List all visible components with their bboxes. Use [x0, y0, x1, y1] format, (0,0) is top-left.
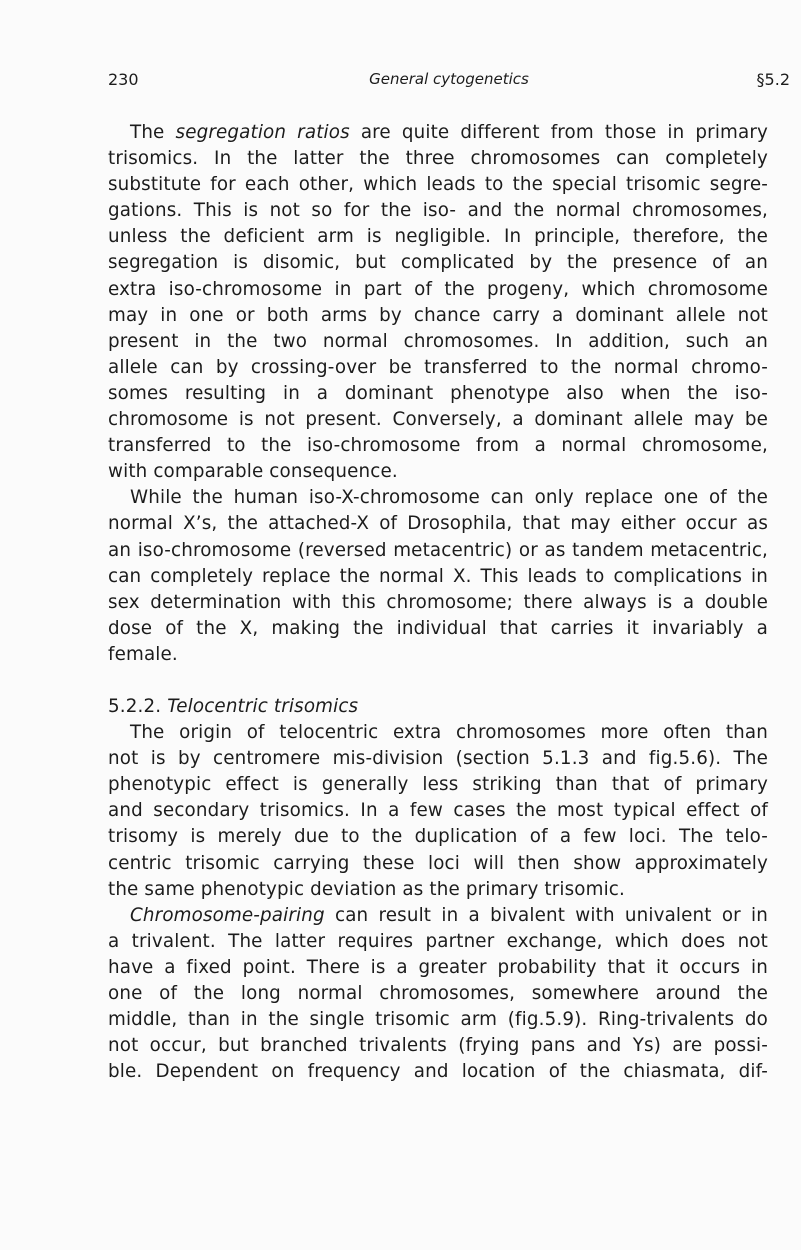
section-title: Telocentric trisomics — [167, 695, 359, 717]
paragraph-line: phenotypic effect is generally less striking than that of primary — [108, 774, 768, 796]
paragraph-line: substitute for each other, which leads to the special trisomic segre- — [108, 174, 768, 196]
paragraph-line: The segregation ratios are quite different from those in primary — [130, 122, 769, 143]
paragraph-line: one of the long normal chromosomes, somewhere around the — [108, 983, 768, 1004]
paragraph-line: may in one or both arms by chance carry a dominant allele not — [108, 304, 768, 326]
paragraph-line: not occur, but branched trivalents (frying pans and Ys) are possi- — [108, 1035, 768, 1057]
section-number: 5.2.2. — [108, 695, 162, 717]
running-title: General cytogenetics — [369, 70, 529, 88]
italic-term: Chromosome-pairing — [130, 904, 325, 926]
paragraph-line: not is by centromere mis-division (section 5.1.3 and fig.5.6). The — [108, 748, 768, 770]
running-head — [108, 70, 790, 94]
paragraph-line — [108, 903, 768, 929]
paragraph-line: transferred to the iso-chromosome from a normal chromosome, — [108, 435, 768, 457]
paragraph-line: present in the two normal chromosomes. In addition, such an — [108, 330, 768, 352]
paragraph-line: trisomics. In the latter the three chromosomes can completely — [108, 148, 768, 170]
paragraph-line: can completely replace the normal X. This leads to complications in — [108, 565, 768, 587]
paragraph-line: gations. This is not so for the iso- and the normal chromosomes, — [108, 200, 768, 222]
section-reference: §5.2 — [756, 70, 790, 89]
paragraph-line: allele can by crossing-over be transferred to the normal chromo- — [108, 356, 768, 378]
page-number: 230 — [108, 70, 139, 89]
paragraph-line: The origin of telocentric extra chromosomes more often than — [130, 722, 768, 744]
paragraph-line: middle, than in the single trisomic arm (fig.5.9). Ring-trivalents do — [108, 1009, 768, 1031]
paragraph-line: centric trisomic carrying these loci will then show approximately — [108, 852, 768, 874]
paragraph-line: female. — [108, 643, 178, 665]
paragraph-line: and secondary trisomics. In a few cases the most typical effect of — [108, 800, 768, 822]
paragraph-line: unless the deficient arm is negligible. In principle, therefore, the — [108, 226, 768, 248]
paragraph-line: extra iso-chromosome in part of the progeny, which chromosome — [108, 278, 768, 300]
paragraph-line: with comparable consequence. — [108, 461, 398, 483]
paragraph-line: a trivalent. The latter requires partner exchange, which does not — [108, 930, 768, 952]
paragraph-line: the same phenotypic deviation as the primary trisomic. — [108, 878, 625, 900]
paragraph-line-rest: can result in a bivalent with univalent or in — [324, 904, 768, 926]
paragraph-line: normal X’s, the attached-X of Drosophila, that may either occur as — [108, 513, 768, 535]
section-heading — [108, 694, 768, 720]
paragraph-line: segregation is disomic, but complicated by the presence of an — [108, 252, 768, 274]
paragraph-line: have a fixed point. There is a greater probability that it occurs in — [108, 956, 768, 978]
paragraph-line: chromosome is not present. Conversely, a dominant allele may be — [108, 409, 768, 431]
paragraph-line: somes resulting in a dominant phenotype also when the iso- — [108, 382, 768, 404]
italic-term: segregation ratios — [175, 122, 350, 143]
paragraph-line: an iso-chromosome (reversed metacentric) or as tandem metacentric, — [108, 539, 768, 561]
spacer — [108, 668, 768, 694]
paragraph-line: sex determination with this chromosome; there always is a double — [108, 591, 768, 613]
body-text — [108, 120, 768, 1085]
paragraph-line: dose of the X, making the individual that carries it invariably a — [108, 617, 768, 639]
paragraph-line: While the human iso-X-chromosome can only replace one of the — [130, 487, 768, 509]
paragraph-line: ble. Dependent on frequency and location of the chiasmata, dif- — [108, 1061, 768, 1083]
paragraph-line: trisomy is merely due to the duplication of a few loci. The telo- — [108, 826, 768, 848]
